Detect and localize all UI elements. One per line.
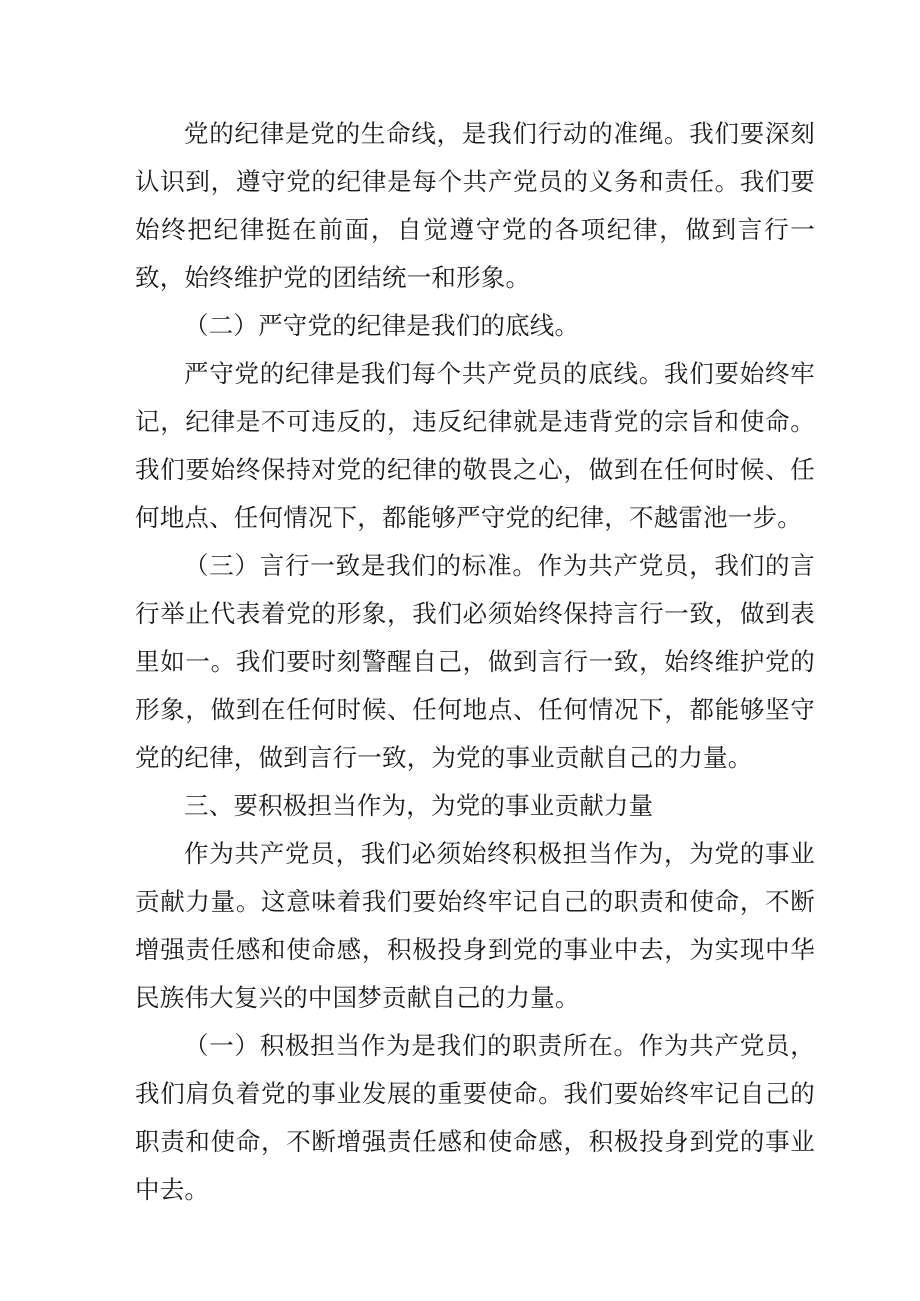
body-paragraph: （一）积极担当作为是我们的职责所在。作为共产党员，我们肩负着党的事业发展的重要使命。我们要始终牢记自己的职责和使命，不断增强责任感和使命感，积极投身到党的事业中去。	[135, 1031, 815, 1204]
section-heading: 三、要积极担当作为，为党的事业贡献力量	[184, 791, 654, 820]
document-page	[135, 110, 815, 1214]
body-paragraph: 作为共产党员，我们必须始终积极担当作为，为党的事业贡献力量。这意味着我们要始终牢记自己的职责和使命，不断增强责任感和使命感，积极投身到党的事业中去，为实现中华民族伟大复兴的中国梦贡献自己的力量。	[135, 839, 815, 1012]
body-paragraph: 党的纪律是党的生命线，是我们行动的准绳。我们要深刻认识到，遵守党的纪律是每个共产党员的义务和责任。我们要始终把纪律挺在前面，自觉遵守党的各项纪律，做到言行一致，始终维护党的团结统一和形象。	[135, 119, 815, 292]
subheading-paragraph: （二）严守党的纪律是我们的底线。	[184, 311, 580, 340]
body-paragraph: （三）言行一致是我们的标准。作为共产党员，我们的言行举止代表着党的形象，我们必须始终保持言行一致，做到表里如一。我们要时刻警醒自己，做到言行一致，始终维护党的形象，做到在任何时候、任何地点、任何情况下，都能够坚守党的纪律，做到言行一致，为党的事业贡献自己的力量。	[135, 551, 815, 772]
body-paragraph: 严守党的纪律是我们每个共产党员的底线。我们要始终牢记，纪律是不可违反的，违反纪律就是违背党的宗旨和使命。我们要始终保持对党的纪律的敬畏之心，做到在任何时候、任何地点、任何情况下，都能够严守党的纪律，不越雷池一步。	[135, 359, 815, 532]
